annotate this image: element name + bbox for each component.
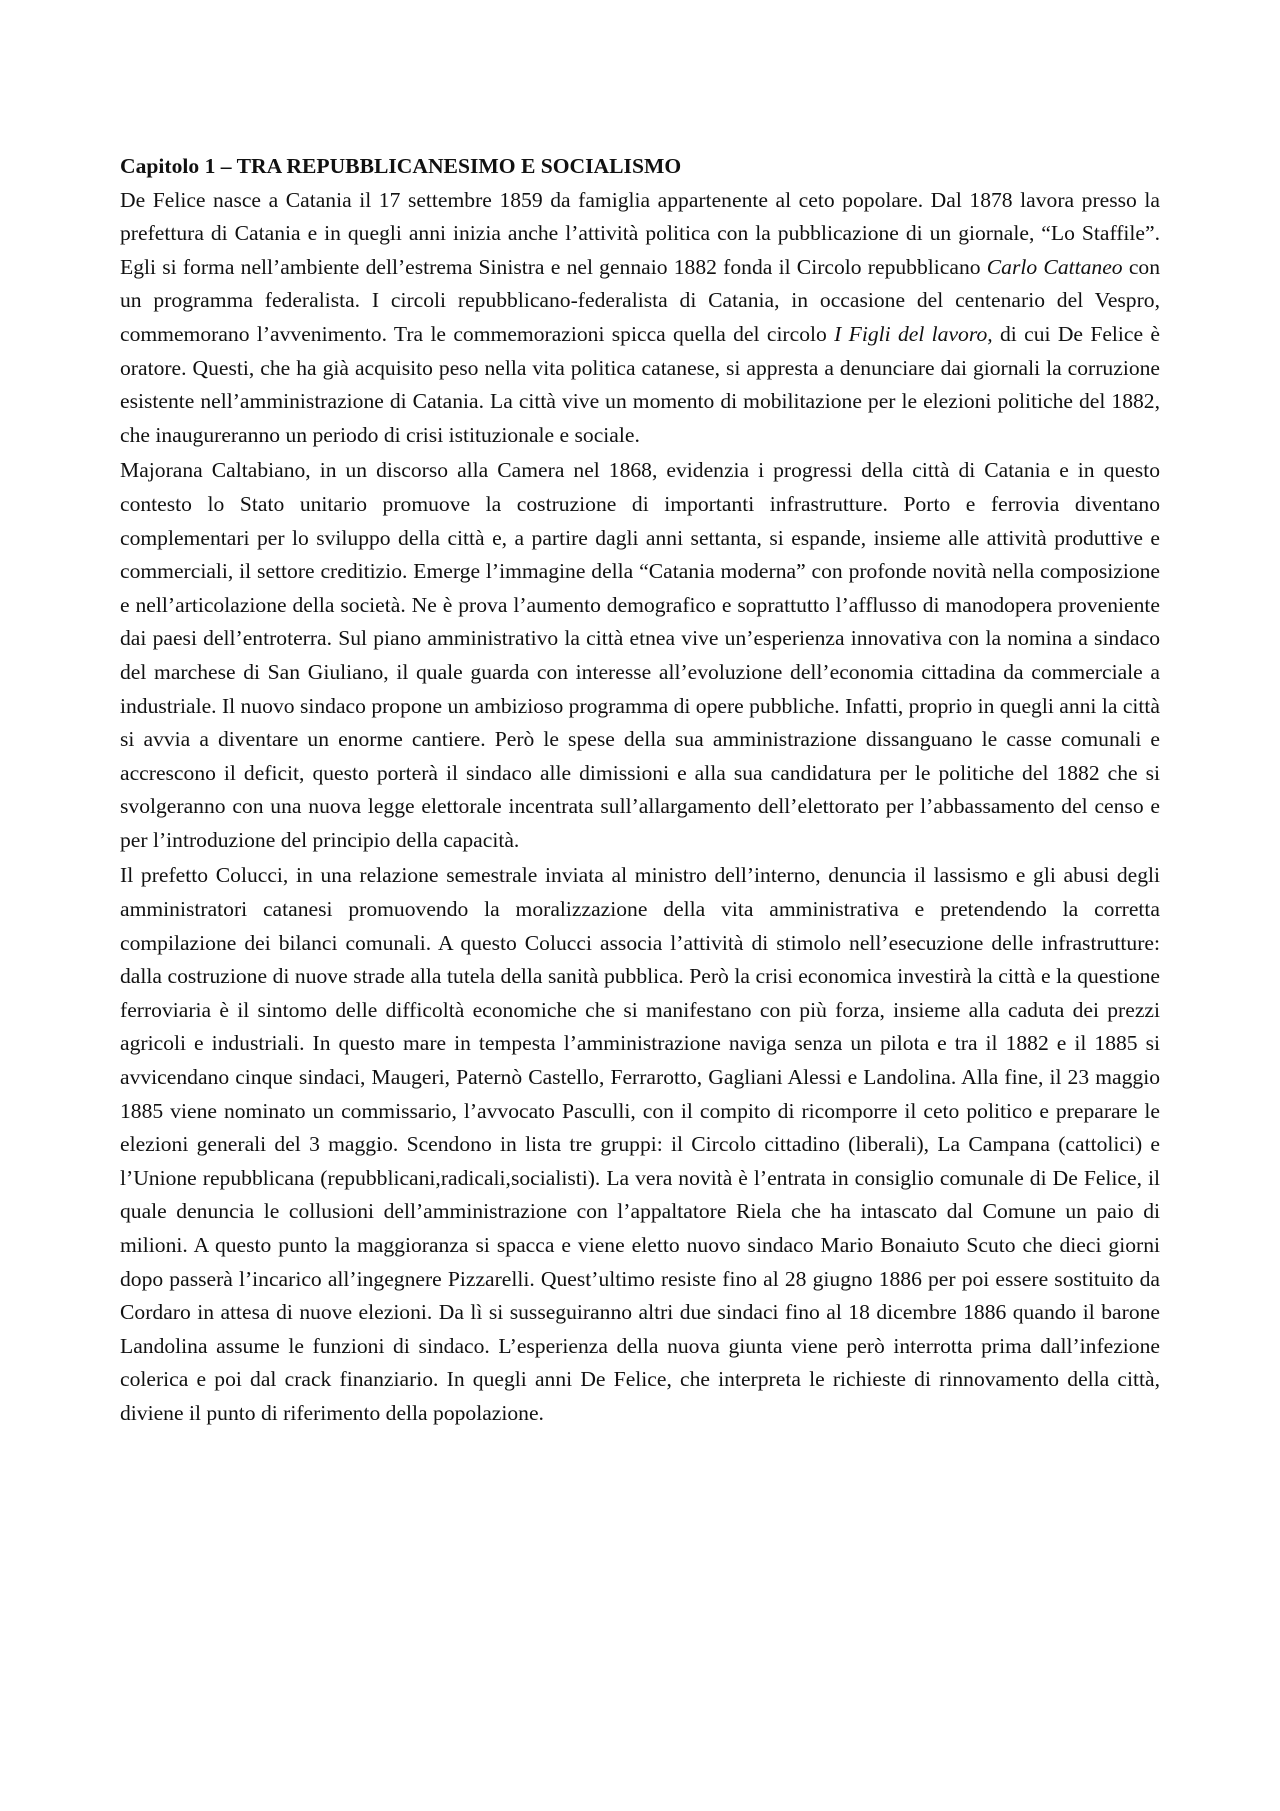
chapter-heading: Capitolo 1 – TRA REPUBBLICANESIMO E SOCIALISMO (120, 154, 682, 178)
italic-title-carlo-cattaneo: Carlo Cattaneo (986, 254, 1123, 279)
paragraph-1 (120, 184, 1160, 453)
paragraph-3 (120, 859, 1160, 1430)
paragraph-text: di cui De Felice è oratore. Questi, che ha già acquisito peso nella vita politica catanese, si appresta a denunciare dai giornali la corruzione esistente nell’amministrazione di Catania. La città vive un momento di mobilitazione per le elezioni politiche del 1882, che inaugureranno un periodo di crisi istituzionale e sociale. (120, 321, 1160, 447)
paragraph-text: Majorana Caltabiano, in un discorso alla Camera nel 1868, evidenzia i progressi della città di Catania e in questo contesto lo Stato unitario promuove la costruzione di importanti infrastrutture. Porto e ferrovia diventano complementari per lo sviluppo della città e, a partire dagli anni settanta, si espande, insieme alle attività produttive e commerciali, il settore creditizio. Emerge l’immagine della “Catania moderna” con profonde novità nella composizione e nell’articolazione della società. Ne è prova l’aumento demografico e soprattutto l’afflusso di manodopera proveniente dai paesi dell’entroterra. Sul piano amministrativo la città etnea vive un’esperienza innovativa con la nomina a sindaco del marchese di San Giuliano, il quale guarda con interesse all’evoluzione dell’economia cittadina da commerciale a industriale. Il nuovo sindaco propone un ambizioso programma di opere pubbliche. Infatti, proprio in quegli anni la città si avvia a diventare un enorme cantiere. Però le spese della sua amministrazione dissanguano le casse comunali e accrescono il deficit, questo porterà il sindaco alle dimissioni e alla sua candidatura per le politiche del 1882 che si svolgeranno con una nuova legge elettorale incentrata sull’allargamento dell’elettorato per l’abbassamento del censo e per l’introduzione del principio della capacità. (120, 458, 1160, 852)
paragraph-text: De Felice nasce a Catania il 17 settembre 1859 da famiglia appartenente al ceto popolare. Dal 1878 lavora presso la prefettura di Catania e in quegli anni inizia anche l’attività politica con la pubblicazione di un giornale, “Lo Staffile”. Egli si forma nell’ambiente dell’estrema Sinistra e nel gennaio 1882 fonda il Circolo repubblicano (120, 187, 1160, 279)
paragraph-text: con un programma federalista. I circoli repubblicano-federalista di Catania, in occasione del centenario del Vespro, commemorano l’avvenimento. Tra le commemorazioni spicca quella del circolo (120, 254, 1161, 346)
paragraph-text: Il prefetto Colucci, in una relazione semestrale inviata al ministro dell’interno, denuncia il lassismo e gli abusi degli amministratori catanesi promuovendo la moralizzazione della vita amministrativa e pretendendo la corretta compilazione dei bilanci comunali. A questo Colucci associa l’attività di stimolo nell’esecuzione delle infrastrutture: dalla costruzione di nuove strade alla tutela della sanità pubblica. Però la crisi economica investirà la città e la questione ferroviaria è il sintomo delle difficoltà economiche che si manifestano con più forza, insieme alla caduta dei prezzi agricoli e industriali. In questo mare in tempesta l’amministrazione naviga senza un pilota e tra il 1882 e il 1885 si avvicendano cinque sindaci, Maugeri, Paternò Castello, Ferrarotto, Gagliani Alessi e Landolina. Alla fine, il 23 maggio 1885 viene nominato un commissario, l’avvocato Pasculli, con il compito di ricomporre il ceto politico e preparare le elezioni generali del 3 maggio. Scendono in lista tre gruppi: il Circolo cittadino (liberali), La Campana (cattolici) e l’Unione repubblicana (repubblicani,radicali,socialisti). La vera novità è l’entrata in consiglio comunale di De Felice, il quale denuncia le collusioni dell’amministrazione con l’appaltatore Riela che ha intascato dal Comune un paio di milioni. A questo punto la maggioranza si spacca e viene eletto nuovo sindaco Mario Bonaiuto Scuto che dieci giorni dopo passerà l’incarico all’ingegnere Pizzarelli. Quest’ultimo resiste fino al 28 giugno 1886 per poi essere sostituito da Cordaro in attesa di nuove elezioni. Da lì si susseguiranno altri due sindaci fino al 18 dicembre 1886 quando il barone Landolina assume le funzioni di sindaco. L’esperienza della nuova giunta viene però interrotta prima dall’infezione colerica e poi dal crack finanziario. In quegli anni De Felice, che interpreta le richieste di rinnovamento della città, diviene il punto di riferimento della popolazione. (120, 863, 1160, 1425)
paragraph-2 (120, 454, 1160, 857)
document-page (120, 150, 1160, 1431)
italic-title-figli-del-lavoro: I Figli del lavoro, (834, 321, 993, 346)
